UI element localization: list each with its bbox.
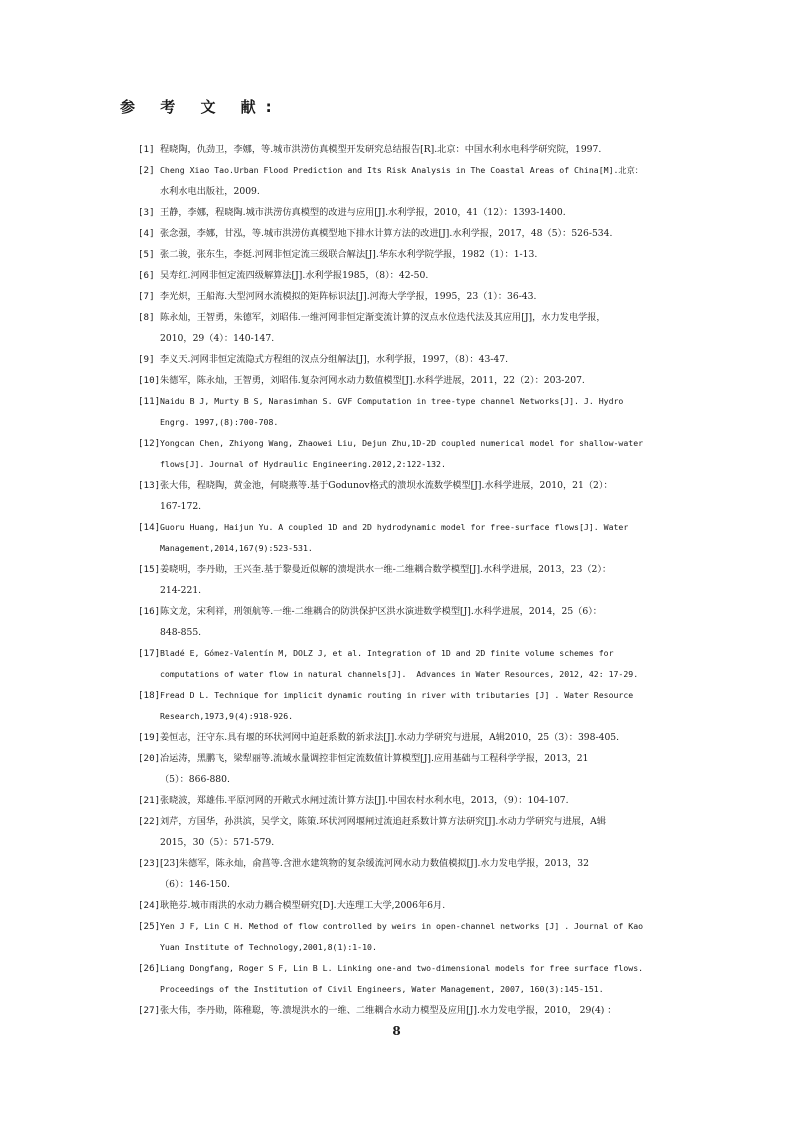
reference-number: [9] [138,354,155,365]
reference-item [138,685,678,727]
reference-text-line: 张大伟，程晓陶，黄金池，何晓燕等.基于Godunov格式的溃坝水流数学模型[J].水科学进展，2010，21（2）： [160,480,613,491]
reference-text-line: 程晓陶，仇劲卫，李娜，等.城市洪涝仿真模型开发研究总结报告[R].北京：中国水利水电科学研究院，1997. [160,144,602,155]
reference-item [138,853,678,895]
reference-text-line: Proceedings of the Institution of Civil Engineers, Water Management, 2007, 160(3):145-151. [160,984,604,994]
reference-number: [22] [138,816,161,827]
reference-text-line: 耿艳芬.城市雨洪的水动力耦合模型研究[D].大连理工大学,2006年6月. [160,900,446,911]
reference-item [138,811,678,853]
reference-text-line: Research,1973,9(4):918-926. [160,711,294,721]
reference-text [160,265,678,286]
reference-number: [14] [138,522,161,533]
reference-text [160,916,678,958]
reference-item [138,265,678,286]
reference-item [138,916,678,958]
reference-text-line: （5）：866-880. [160,774,230,785]
reference-text-line: [23]朱德军，陈永灿，俞菖等.含泄水建筑物的复杂缓流河网水动力数值模拟[J].水力发电学报，2013，32 [160,858,589,869]
reference-item [138,202,678,223]
reference-text-line: 冶运涛，黑鹏飞，梁犁丽等.流域水量调控非恒定流数值计算模型[J].应用基础与工程科学学报，2013，21 [160,753,589,764]
reference-item [138,139,678,160]
reference-text [160,433,678,475]
reference-text-line: 水利水电出版社，2009. [160,186,260,197]
reference-number: [11] [138,396,161,407]
reference-number: [2] [138,165,155,176]
reference-text [160,790,678,811]
reference-text-line: 姜恒志，汪守东.具有堰的环状河网中迫赶系数的新求法[J].水动力学研究与进展，A辑2010，25（3）：398-405. [160,732,620,743]
reference-number: [18] [138,690,161,701]
reference-text-line: 张二骏，张东生，李挺.河网非恒定流三级联合解法[J].华东水利学院学报，1982（1）：1-13. [160,249,538,260]
reference-text [160,391,678,433]
reference-text [160,601,678,643]
reference-text [160,160,678,202]
reference-text-line: 王静，李娜，程晓陶.城市洪涝仿真模型的改进与应用[J].水利学报，2010，41（12）：1393-1400. [160,207,566,218]
reference-text-line: 朱德军，陈永灿，王智勇，刘昭伟.复杂河网水动力数值模型[J].水科学进展，2011，22（2）：203-207. [160,375,585,386]
reference-text-line: 848-855. [160,627,202,638]
reference-text-line: 陈永灿，王智勇，朱德军，刘昭伟.一维河网非恒定渐变流计算的汊点水位迭代法及其应用[J]，水力发电学报， [160,312,606,323]
reference-text [160,748,678,790]
reference-number: [12] [138,438,161,449]
reference-text [160,517,678,559]
reference-text-line: computations of water flow in natural channels[J]. Advances in Water Resources, 2012, 42: 17-29. [160,669,639,679]
reference-text-line: 167-172. [160,501,202,512]
reference-list [138,139,678,1021]
reference-number: [6] [138,270,155,281]
reference-text [160,643,678,685]
reference-number: [5] [138,249,155,260]
reference-number: [15] [138,564,161,575]
reference-number: [8] [138,312,155,323]
reference-item [138,643,678,685]
reference-text-line: 2015，30（5）：571-579. [160,837,275,848]
reference-item [138,244,678,265]
reference-number: [21] [138,795,161,806]
reference-text-line: 张念强，李娜，甘泓，等.城市洪涝仿真模型地下排水计算方法的改进[J].水利学报，2017，48（5）：526-534. [160,228,613,239]
reference-text-line: 李义天.河网非恒定流隐式方程组的汊点分组解法[J]，水利学报，1997，（8）：43-47. [160,354,509,365]
reference-item [138,391,678,433]
reference-text-line: Management,2014,167(9):523-531. [160,543,313,553]
reference-text-line: 吴寿红.河网非恒定流四级解算法[J].水利学报1985，（8）：42-50. [160,270,429,281]
reference-text-line: Liang Dongfang, Roger S F, Lin B L. Linking one-and two-dimensional models for free surface flows. [160,963,644,973]
reference-text-line: 2010，29（4）：140-147. [160,333,275,344]
reference-text-line: Bladé E, Gómez-Valentín M, DOLZ J, et al. Integration of 1D and 2D finite volume schemes for [160,648,614,658]
reference-text [160,349,678,370]
reference-item [138,307,678,349]
reference-text [160,286,678,307]
reference-number: [23] [138,858,161,869]
reference-item [138,475,678,517]
reference-text [160,1000,678,1021]
reference-item [138,286,678,307]
reference-text-line: Guoru Huang, Haijun Yu. A coupled 1D and 2D hydrodynamic model for free-surface flows[J]. Water [160,522,629,532]
reference-item [138,601,678,643]
reference-item [138,895,678,916]
reference-text-line: 陈文龙，宋利祥，刑领航等.一维-二维耦合的防洪保护区洪水演进数学模型[J].水科学进展，2014，25（6）： [160,606,602,617]
reference-number: [24] [138,900,161,911]
reference-text [160,475,678,517]
reference-text [160,202,678,223]
reference-item [138,517,678,559]
reference-text [160,685,678,727]
reference-text [160,370,678,391]
reference-text-line: 张晓波，郑雄伟.平原河网的开敞式水闸过流计算方法[J].中国农村水利水电，2013，（9）：104-107. [160,795,569,806]
reference-item [138,349,678,370]
reference-text-line: 214-221. [160,585,202,596]
reference-text-line: Cheng Xiao Tao.Urban Flood Prediction and Its Risk Analysis in The Coastal Areas of China[M].北京： [160,165,643,175]
reference-text [160,895,678,916]
reference-text [160,244,678,265]
reference-number: [10] [138,375,161,386]
reference-text [160,559,678,601]
reference-item [138,160,678,202]
reference-number: [26] [138,963,161,974]
reference-text-line: 李光炽，王船海.大型河网水流模拟的矩阵标识法[J].河海大学学报，1995，23（1）：36-43. [160,291,537,302]
reference-text-line: Fread D L. Technique for implicit dynamic routing in river with tributaries [J] . Water Resource [160,690,634,700]
reference-item [138,790,678,811]
reference-text [160,307,678,349]
reference-text-line: 刘芹，方国华，孙洪滨，吴学文，陈策.环状河网堰闸过流追赶系数计算方法研究[J].水动力学研究与进展，A辑 [160,816,606,827]
reference-text-line: Yongcan Chen, Zhiyong Wang, Zhaowei Liu, Dejun Zhu,1D-2D coupled numerical model for shallow-water [160,438,644,448]
reference-number: [16] [138,606,161,617]
reference-number: [3] [138,207,155,218]
reference-number: [7] [138,291,155,302]
reference-text-line: Yuan Institute of Technology,2001,8(1):1-10. [160,942,377,952]
reference-item [138,433,678,475]
reference-text-line: Naidu B J, Murty B S, Narasimhan S. GVF Computation in tree-type channel Networks[J]. J. Hydro [160,396,624,406]
reference-text [160,853,678,895]
reference-number: [13] [138,480,161,491]
reference-number: [4] [138,228,155,239]
reference-number: [25] [138,921,161,932]
reference-text-line: 张大伟，李丹勋，陈稚聪，等.溃堤洪水的一维、二维耦合水动力模型及应用[J].水力发电学报，2010， 29(4) ： [160,1005,617,1016]
reference-text [160,139,678,160]
reference-item [138,727,678,748]
reference-text-line: （6）：146-150. [160,879,230,890]
reference-number: [20] [138,753,161,764]
reference-text [160,727,678,748]
reference-item [138,223,678,244]
reference-number: [27] [138,1005,161,1016]
reference-item [138,958,678,1000]
reference-number: [1] [138,144,155,155]
reference-text [160,811,678,853]
reference-text-line: Engrg. 1997,(8):700-708. [160,417,279,427]
reference-text-line: flows[J]. Journal of Hydraulic Engineering.2012,2:122-132. [160,459,446,469]
reference-number: [17] [138,648,161,659]
reference-item [138,559,678,601]
reference-item [138,1000,678,1021]
reference-text-line: 姜晓明，李丹勋，王兴奎.基于黎曼近似解的溃堤洪水一维-二维耦合数学模型[J].水科学进展，2013，23（2）： [160,564,612,575]
references-heading: 参 考 文 献: [120,98,282,116]
reference-text [160,223,678,244]
reference-text-line: Yen J F, Lin C H. Method of flow controlled by weirs in open-channel networks [J] . Journal of Kao [160,921,644,931]
reference-number: [19] [138,732,161,743]
reference-text [160,958,678,1000]
reference-item [138,748,678,790]
page-number: 8 [392,1024,401,1038]
reference-item [138,370,678,391]
